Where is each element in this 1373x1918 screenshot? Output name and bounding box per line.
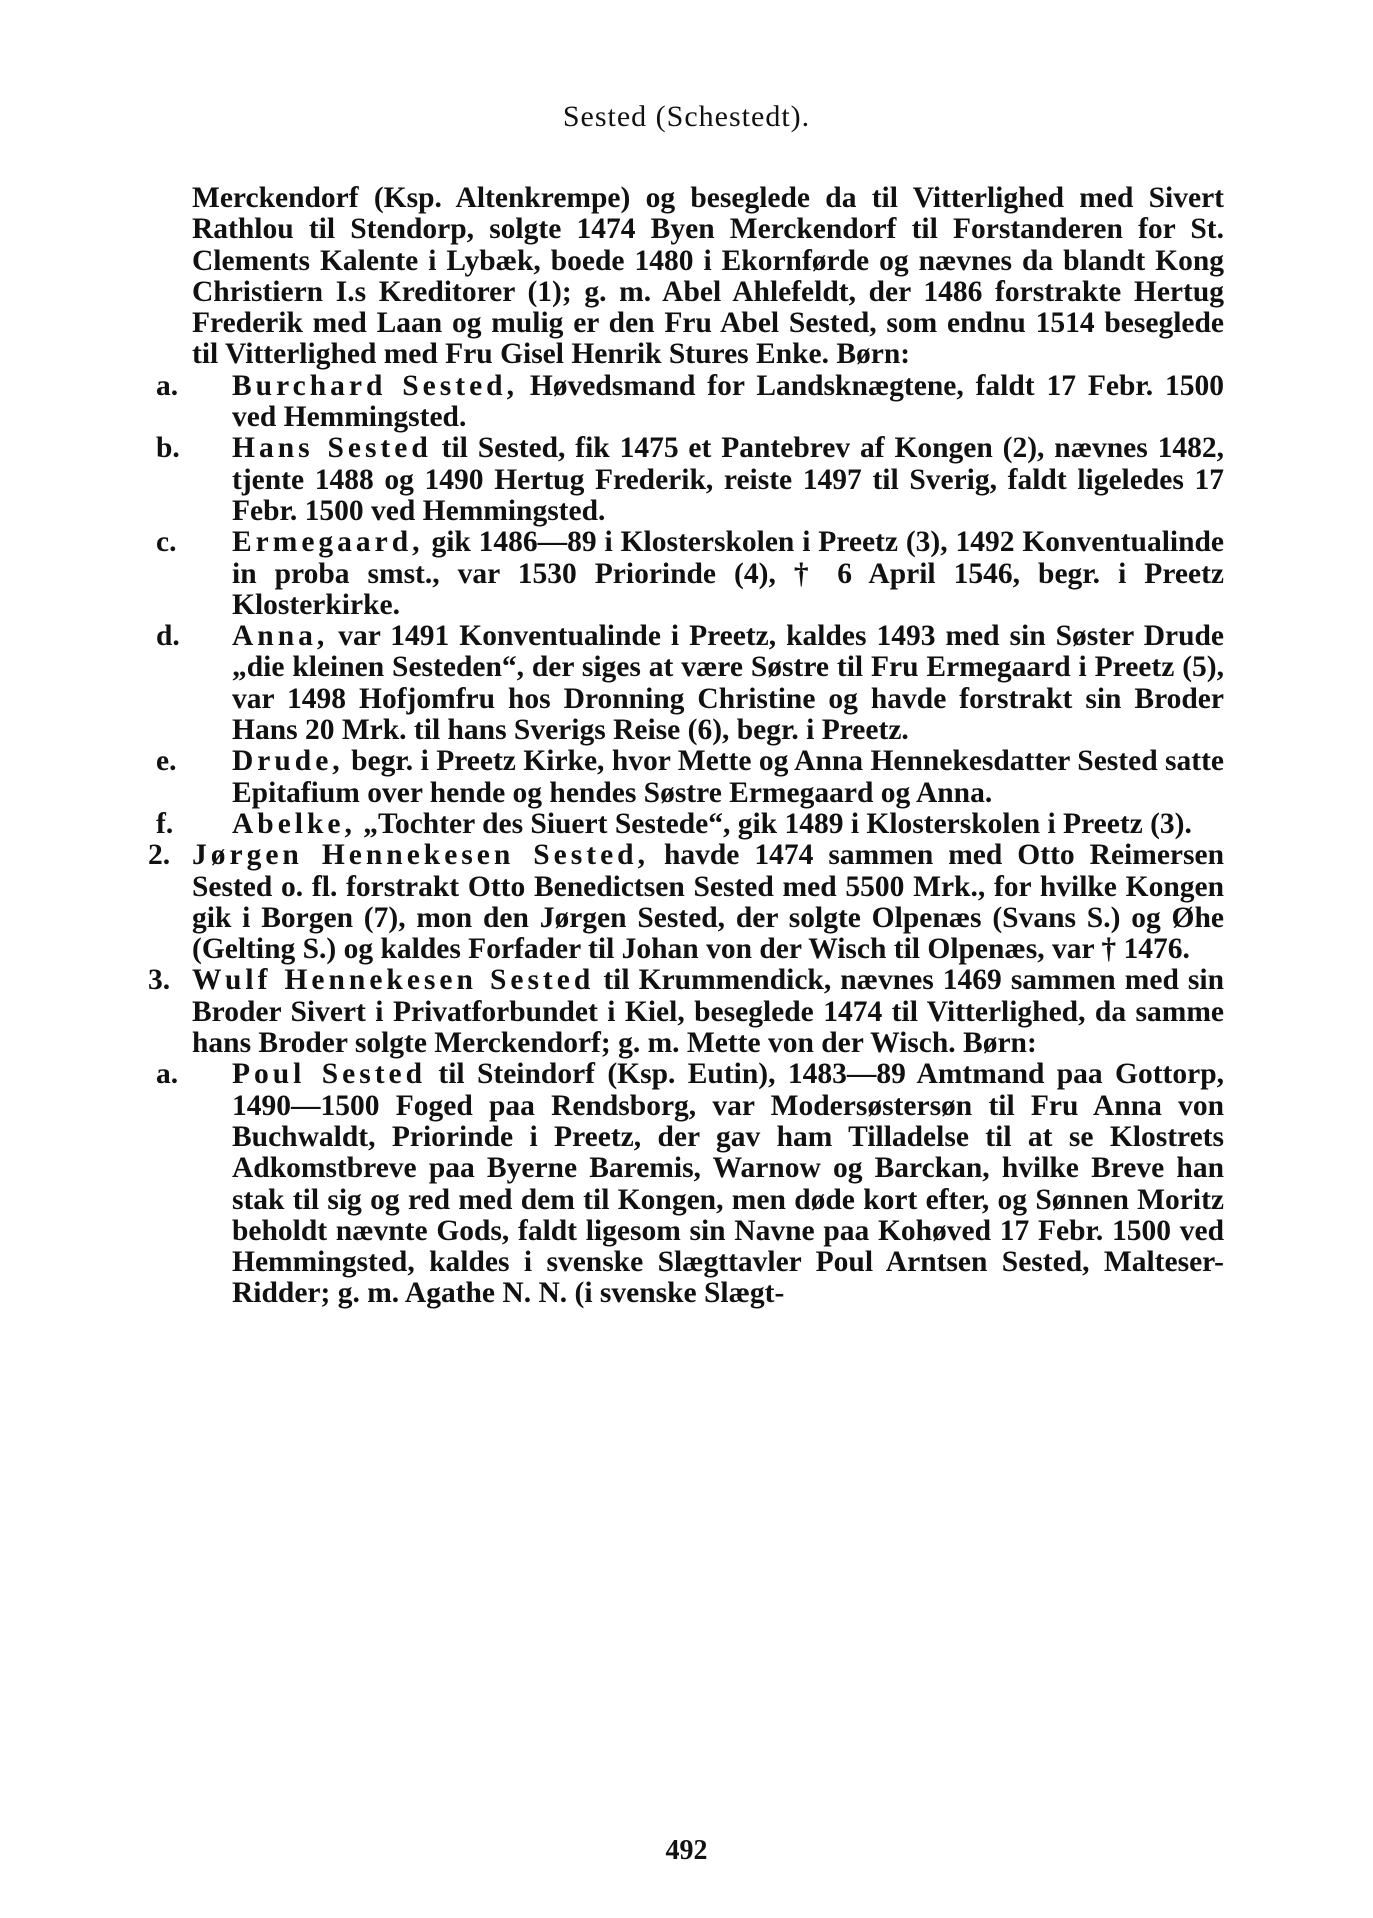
entry-text: „Tochter des Siuert Sestede“, gik 1489 i Klosterskolen i Preetz (3).: [355, 807, 1192, 840]
entry-marker: c.: [156, 526, 177, 559]
entry-number: 3.: [148, 964, 171, 997]
child-entry: [156, 1058, 1224, 1310]
entry-text: til Steindorf (Ksp. Eutin), 1483—89 Amtmand paa Gottorp, 1490—1500 Foged paa Rendsborg, var Modersøstersøn til Fru Anna von Buchwaldt, Priorinde i Preetz, der gav ham Tilladelse til at se Klostrets Adkomstbreve paa Byerne Baremis, Warnow og Barckan, hvilke Breve han stak til sig og red med dem til Kongen, men døde kort efter, og Sønnen Moritz beholdt nævnte Gods, faldt ligesom sin Navne paa Kohøved 17 Febr. 1500 ved Hemmingsted, kaldes i svenske Slægttavler Poul Arntsen Sested, Malteser-Ridder; g. m. Agathe N. N. (i svenske Slægt-: [232, 1058, 1224, 1310]
entry-text: til Krummendick, nævnes 1469 sammen med sin Broder Sivert i Privatforbundet i Kiel, beseglede 1474 til Vitterlighed, da samme hans Broder solgte Merckendorf; g. m. Mette von der Wisch. Børn:: [192, 964, 1225, 1060]
person-name: Ermegaard,: [232, 526, 424, 559]
child-entry: [156, 745, 1224, 809]
entry-text: Høvedsmand for Landsknægtene, faldt 17 Febr. 1500 ved Hemmingsted.: [232, 369, 1225, 434]
entry-marker: d.: [156, 620, 180, 653]
person-name: Anna,: [232, 620, 329, 653]
entry-text: havde 1474 sammen med Otto Reimersen Sested o. fl. forstrakt Otto Benedictsen Sested med 5500 Mrk., for hvilke Kongen gik i Borgen (7), mon den Jørgen Sested, der solgte Olpenæs (Svans S.) og Øhe (Gelting S.) og kaldes Forfader til Johan von der Wisch til Olpenæs, var † 1476.: [192, 839, 1224, 966]
entry-marker: b.: [156, 432, 180, 465]
person-name: Hans Sested: [232, 432, 432, 465]
entry-marker: a.: [156, 1058, 179, 1091]
entry-marker: a.: [156, 369, 179, 402]
entry-number: 2.: [148, 839, 171, 872]
body-text: [148, 182, 1225, 1310]
running-head: Sested (Schestedt).: [562, 100, 811, 133]
page-number: 492: [665, 1835, 708, 1866]
person-name: Abelke,: [232, 807, 356, 840]
intro-paragraph: Merckendorf (Ksp. Altenkrempe) og beseglede da til Vitterlighed med Sivert Rathlou til Stendorp, solgte 1474 Byen Merckendorf til Forstanderen for St. Clements Kalente i Lybæk, boede 1480 i Ekornførde og nævnes da blandt Kong Christiern I.s Kreditorer (1); g. m. Abel Ahlefeldt, der 1486 forstrakte Hertug Frederik med Laan og mulig er den Fru Abel Sested, som endnu 1514 beseglede til Vitterlighed med Fru Gisel Henrik Stures Enke. Børn:: [192, 182, 1224, 371]
entry-text: begr. i Preetz Kirke, hvor Mette og Anna Hennekesdatter Sested satte Epitafium over hende og hendes Søstre Ermegaard og Anna.: [232, 745, 1224, 809]
person-name: Jørgen Hennekesen Sested,: [192, 839, 649, 872]
entry-text: til Sested, fik 1475 et Pantebrev af Kongen (2), nævnes 1482, tjente 1488 og 1490 Hertug Frederik, reiste 1497 til Sverig, faldt ligeledes 17 Febr. 1500 ved Hemmingsted.: [232, 432, 1224, 527]
person-name: Wulf Hennekesen Sested: [192, 964, 595, 997]
entry-marker: e.: [156, 745, 177, 778]
numbered-entry: [148, 964, 1225, 1060]
numbered-entry: [148, 839, 1224, 966]
child-entry: [156, 432, 1224, 527]
child-entry: [156, 807, 1224, 840]
entry-text: gik 1486—89 i Klosterskolen i Preetz (3), 1492 Konventualinde in proba smst., var 1530 Priorinde (4), † 6 April 1546, begr. i Preetz Klosterkirke.: [232, 526, 1224, 621]
entry-marker: f.: [156, 807, 174, 840]
person-name: Burchard Sested,: [232, 369, 518, 402]
person-name: Poul Sested: [232, 1058, 427, 1091]
child-entry: [156, 526, 1224, 621]
person-name: Drude,: [232, 745, 344, 778]
entry-text: var 1491 Konventualinde i Preetz, kaldes 1493 med sin Søster Drude „die kleinen Sesteden“, der siges at være Søstre til Fru Ermegaard i Preetz (5), var 1498 Hofjomfru hos Dronning Christine og havde forstrakt sin Broder Hans 20 Mrk. til hans Sverigs Reise (6), begr. i Preetz.: [232, 620, 1224, 747]
child-entry: [156, 620, 1224, 747]
child-entry: [156, 369, 1225, 434]
